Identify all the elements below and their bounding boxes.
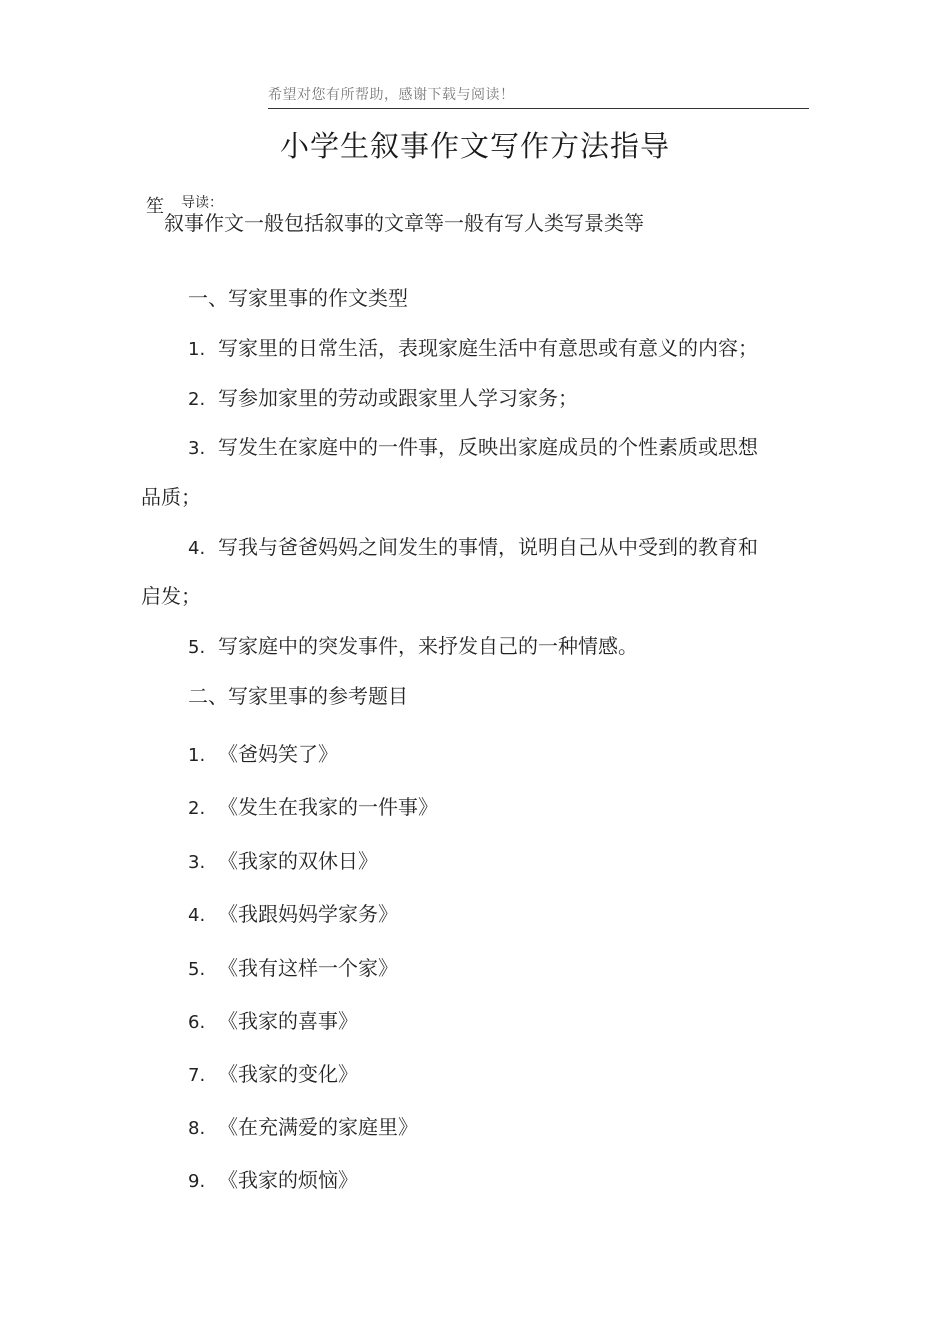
item-text: 《我家的变化》 <box>218 1062 358 1086</box>
list-item <box>188 630 638 659</box>
item-number: 2. <box>188 389 206 410</box>
list-item <box>188 1111 418 1140</box>
item-number: 6. <box>188 1012 206 1033</box>
item-number: 5. <box>188 637 206 658</box>
section-heading-topics: 二、写家里事的参考题目 <box>188 684 408 708</box>
item-text: 《在充满爱的家庭里》 <box>218 1115 418 1139</box>
item-number: 1. <box>188 745 206 766</box>
item-text: 《爸妈笑了》 <box>218 742 338 766</box>
item-continuation: 品质； <box>141 485 201 509</box>
intro-mark: 笙 <box>146 196 164 217</box>
item-text: 写我与爸爸妈妈之间发生的事情，说明自己从中受到的教育和 <box>218 535 758 559</box>
item-text: 《我家的烦恼》 <box>218 1168 358 1192</box>
list-item <box>188 738 338 767</box>
item-number: 4. <box>188 905 206 926</box>
item-number: 1. <box>188 339 206 360</box>
item-text: 《我跟妈妈学家务》 <box>218 902 398 926</box>
item-text: 写家庭中的突发事件，来抒发自己的一种情感。 <box>218 634 638 658</box>
list-item <box>188 952 398 981</box>
intro-text: 叙事作文一般包括叙事的文章等一般有写人类写景类等 <box>164 211 644 235</box>
list-item <box>188 1164 358 1193</box>
item-number: 3. <box>188 438 206 459</box>
item-text: 《我家的喜事》 <box>218 1009 358 1033</box>
list-item <box>188 332 758 361</box>
list-item <box>188 845 378 874</box>
list-item <box>188 1005 358 1034</box>
list-item <box>188 531 758 560</box>
item-number: 7. <box>188 1065 206 1086</box>
section-heading-types: 一、写家里事的作文类型 <box>188 286 408 310</box>
header-note: 希望对您有所帮助，感谢下载与阅读！ <box>268 87 515 103</box>
list-item <box>188 1058 358 1087</box>
item-number: 5. <box>188 959 206 980</box>
list-item <box>188 382 578 411</box>
item-number: 3. <box>188 852 206 873</box>
item-number: 2. <box>188 798 206 819</box>
item-number: 8. <box>188 1118 206 1139</box>
item-text: 写参加家里的劳动或跟家里人学习家务； <box>218 386 578 410</box>
item-continuation: 启发； <box>141 584 201 608</box>
list-item <box>188 898 398 927</box>
list-item <box>188 791 438 820</box>
item-text: 写家里的日常生活，表现家庭生活中有意思或有意义的内容； <box>218 336 758 360</box>
header-divider <box>268 108 809 109</box>
page-title: 小学生叙事作文写作方法指导 <box>279 129 670 163</box>
item-number: 4. <box>188 538 206 559</box>
intro-label: 导读： <box>181 195 223 211</box>
item-text: 《我有这样一个家》 <box>218 956 398 980</box>
item-text: 《我家的双休日》 <box>218 849 378 873</box>
item-number: 9. <box>188 1171 206 1192</box>
item-text: 《发生在我家的一件事》 <box>218 795 438 819</box>
item-text: 写发生在家庭中的一件事，反映出家庭成员的个性素质或思想 <box>218 435 758 459</box>
list-item <box>188 431 758 460</box>
